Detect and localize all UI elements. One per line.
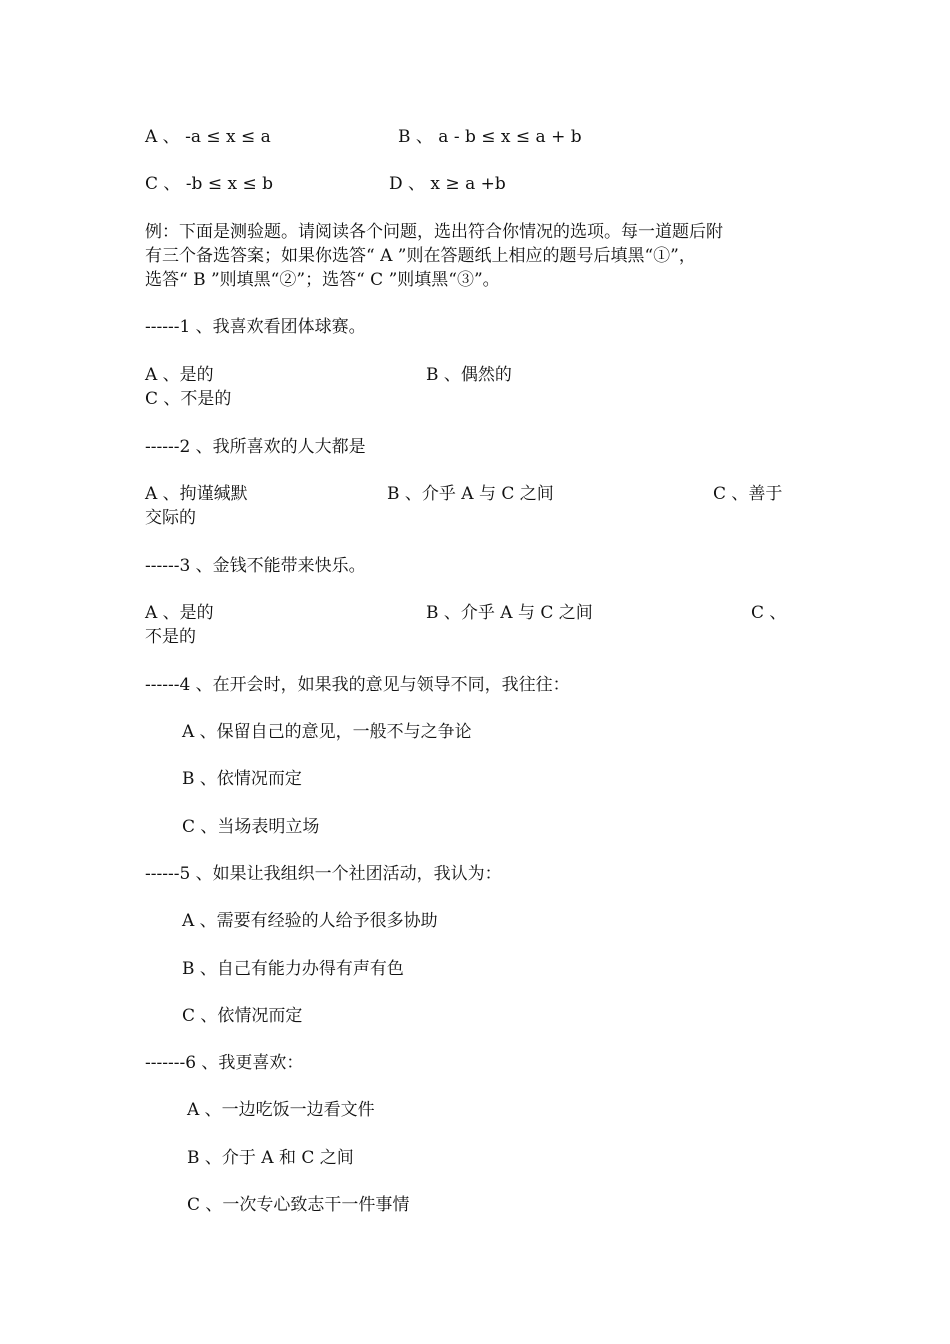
math-option-a: A 、 -a ≤ x ≤ a: [145, 127, 271, 147]
question-6: -------6 、我更喜欢：: [145, 1053, 304, 1073]
math-option-c: C 、 -b ≤ x ≤ b: [145, 174, 274, 194]
q4-option-b: B 、依情况而定: [182, 769, 302, 789]
question-4: ------4 、在开会时，如果我的意见与领导不同，我往往：: [145, 675, 570, 695]
q4-option-c: C 、当场表明立场: [182, 817, 320, 837]
q4-option-a: A 、保留自己的意见，一般不与之争论: [182, 722, 472, 742]
q1-option-a: A 、是的: [145, 365, 214, 385]
q1-option-c: C 、不是的: [145, 389, 232, 409]
instructions-line-1: 例：下面是测验题。请阅读各个问题，选出符合你情况的选项。每一道题后附: [145, 222, 723, 242]
question-2: ------2 、我所喜欢的人大都是: [145, 437, 366, 457]
q5-option-a: A 、需要有经验的人给予很多协助: [182, 911, 438, 931]
q6-option-c: C 、一次专心致志干一件事情: [187, 1195, 410, 1215]
math-option-d: D 、 x ≥ a +b: [389, 174, 506, 194]
q2-option-c: C 、善于: [713, 484, 783, 504]
q5-option-b: B 、自己有能力办得有声有色: [182, 959, 404, 979]
q2-option-c-continued: 交际的: [145, 508, 196, 528]
instructions-line-3: 选答“ B ”则填黑“②”；选答“ C ”则填黑“③”。: [145, 270, 500, 290]
q3-option-b: B 、介乎 A 与 C 之间: [426, 603, 593, 623]
question-1: ------1 、我喜欢看团体球赛。: [145, 317, 366, 337]
question-5: ------5 、如果让我组织一个社团活动，我认为：: [145, 864, 502, 884]
q6-option-a: A 、一边吃饭一边看文件: [187, 1100, 375, 1120]
question-3: ------3 、金钱不能带来快乐。: [145, 556, 366, 576]
q3-option-a: A 、是的: [145, 603, 214, 623]
q2-option-b: B 、介乎 A 与 C 之间: [387, 484, 554, 504]
instructions-line-2: 有三个备选答案；如果你选答“ A ”则在答题纸上相应的题号后填黑“①”，: [145, 246, 696, 266]
q5-option-c: C 、依情况而定: [182, 1006, 303, 1026]
q2-option-a: A 、拘谨缄默: [145, 484, 248, 504]
q3-option-c-continued: 不是的: [145, 627, 196, 647]
math-option-b: B 、 a - b ≤ x ≤ a + b: [398, 127, 582, 147]
q6-option-b: B 、介于 A 和 C 之间: [187, 1148, 354, 1168]
q3-option-c: C 、: [751, 603, 787, 623]
q1-option-b: B 、偶然的: [426, 365, 512, 385]
